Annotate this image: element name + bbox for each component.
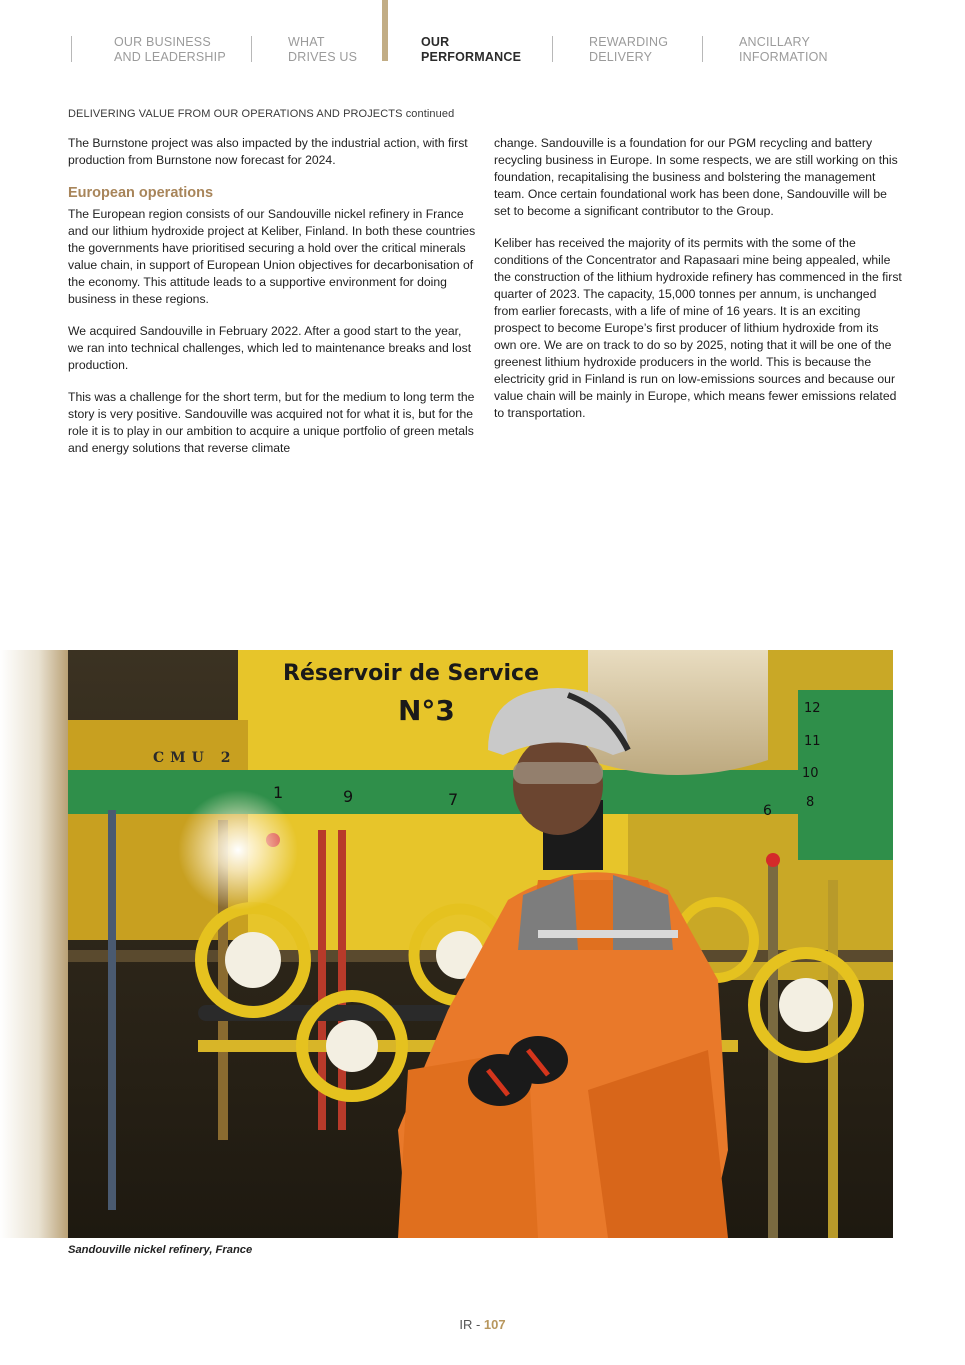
photo-caption: Sandouville nickel refinery, France	[68, 1244, 253, 1256]
valve-label: 6	[763, 803, 772, 819]
nav-item-what-drives-us[interactable]	[288, 35, 357, 65]
page-footer	[0, 1317, 965, 1332]
nav-item-label: AND LEADERSHIP	[114, 50, 226, 64]
nav-item-our-business[interactable]	[114, 35, 226, 65]
valve-label: 8	[806, 795, 815, 810]
tank-number: N°3	[398, 694, 455, 727]
nav-item-label: REWARDING	[589, 35, 669, 49]
paragraph: The European region consists of our Sandouville nickel refinery in France and our lithium hydroxide project at Keliber, Finland. In both these countries the governments have prioritised securing a hold over the critical minerals value chain, in support of European Union objectives for decarbonisation of the economy. This attitude leads to a supportive environment for doing business in these regions.	[68, 207, 476, 306]
nav-item-ancillary-information[interactable]	[739, 35, 828, 65]
refinery-photo	[68, 650, 893, 1238]
paragraph: We acquired Sandouville in February 2022. After a good start to the year, we ran into technical challenges, which led to maintenance breaks and lost production.	[68, 324, 472, 372]
nav-item-label: ANCILLARY	[739, 35, 811, 49]
nav-item-label: INFORMATION	[739, 50, 828, 64]
nav-item-label: OUR BUSINESS	[114, 35, 211, 49]
nav-item-our-performance[interactable]	[421, 35, 521, 65]
nav-divider	[552, 36, 553, 62]
cmu-label: CMU 2	[153, 750, 237, 766]
nav-item-label: DELIVERY	[589, 50, 653, 64]
valve-label: 7	[448, 790, 459, 809]
footer-prefix: IR -	[459, 1317, 484, 1332]
nav-item-label: OUR	[421, 35, 450, 49]
valve-label: 9	[343, 787, 354, 806]
valve-label: 1	[273, 783, 284, 802]
section-heading: European operations	[68, 185, 214, 201]
nav-item-rewarding-delivery[interactable]	[589, 35, 668, 65]
nav-item-label: PERFORMANCE	[421, 50, 522, 64]
nav-divider	[251, 36, 252, 62]
valve-label: 11	[804, 734, 821, 749]
nav-divider	[702, 36, 703, 62]
paragraph: change. Sandouville is a foundation for our PGM recycling and battery recycling business in Europe. In some respects, we are still working on this foundation, recapitalising the business and bolstering the management team. Once certain foundational work has been done, Sandouville will be set to become a significant contributor to the Group.	[494, 136, 898, 218]
section-label: DELIVERING VALUE FROM OUR OPERATIONS AND PROJECTS continued	[68, 108, 455, 120]
valve-label: 12	[804, 701, 821, 716]
paragraph: The Burnstone project was also impacted by the industrial action, with first production from Burnstone now forecast for 2024.	[68, 136, 468, 167]
paragraph: Keliber has received the majority of its permits with the some of the conditions of the Concentrator and Rapasaari mine being appealed, while the construction of the lithium hydroxide refinery has commenced in the first quarter of 2023. The capacity, 15,000 tonnes per annum, is unchanged from earlier forecasts, with a life of mine of 16 years. It is an exciting prospect to become Europe’s first producer of lithium hydroxide from its own ore. We are on track to do so by 2025, noting that it will be one of the greenest lithium hydroxide producers in the world. This is because the electricity grid in Finland is run on low-emissions sources and because our value chain will be mainly in Europe, which means fewer emissions related to transportation.	[494, 236, 902, 420]
tank-title: Réservoir de Service	[283, 661, 540, 686]
right-text-column	[494, 135, 902, 437]
nav-divider	[71, 36, 72, 62]
photo-gradient-edge	[0, 650, 70, 1238]
valve-label: 10	[802, 766, 819, 781]
paragraph: This was a challenge for the short term, but for the medium to long term the story is very positive. Sandouville was acquired not for what it is, but for the role it is to play in our ambition to acquire a unique portfolio of green metals and energy solutions that reverse climate	[68, 390, 475, 455]
left-text-column	[68, 135, 476, 472]
top-navigation	[0, 0, 965, 80]
active-nav-indicator	[382, 0, 388, 61]
page-number: 107	[483, 1317, 506, 1332]
nav-item-label: DRIVES US	[288, 50, 358, 64]
nav-item-label: WHAT	[288, 35, 325, 49]
